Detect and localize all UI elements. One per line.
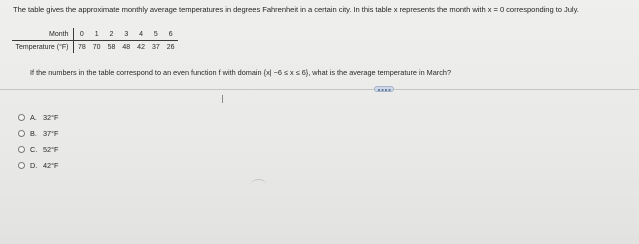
row-header-temperature: Temperature (°F)	[12, 41, 74, 54]
section-divider	[0, 89, 639, 90]
option-value: 52°F	[43, 144, 59, 154]
month-cell: 6	[163, 28, 178, 41]
option-a[interactable]	[18, 111, 59, 123]
month-cell: 2	[104, 28, 119, 41]
month-cell: 0	[74, 28, 89, 41]
prompt-text: If the numbers in the table correspond to an even function f with domain {x| −6 ≤ x ≤ 6}, what is the average temperature in March?	[30, 68, 451, 77]
radio-button-b[interactable]	[18, 130, 25, 137]
more-options-pill[interactable]	[374, 86, 394, 92]
month-cell: 4	[134, 28, 149, 41]
option-b[interactable]	[18, 127, 59, 139]
question-text: The table gives the approximate monthly average temperatures in degrees Fahrenheit in a certain city. In this table x represents the month with x = 0 corresponding to July.	[13, 5, 579, 14]
option-letter: D.	[30, 160, 38, 170]
option-letter: C.	[30, 144, 38, 154]
option-value: 32°F	[43, 112, 59, 122]
row-header-month: Month	[12, 28, 74, 41]
month-cell: 1	[89, 28, 104, 41]
radio-button-d[interactable]	[18, 162, 25, 169]
temperature-cell: 42	[137, 43, 145, 51]
option-value: 42°F	[43, 160, 59, 170]
radio-button-a[interactable]	[18, 114, 25, 121]
radio-button-c[interactable]	[18, 146, 25, 153]
option-value: 37°F	[43, 128, 59, 138]
option-letter: A.	[30, 112, 37, 122]
temperature-table	[12, 28, 178, 53]
text-cursor-icon	[222, 95, 223, 103]
table-row-month	[12, 28, 178, 41]
ellipsis-icon	[378, 89, 391, 91]
option-letter: B.	[30, 128, 37, 138]
temperature-cell: 78	[77, 43, 86, 51]
temperature-cell: 37	[151, 43, 160, 51]
temperature-cell: 58	[107, 43, 116, 51]
month-cell: 5	[148, 28, 163, 41]
option-d[interactable]	[18, 159, 59, 171]
table-row-temperature	[12, 41, 178, 54]
month-cell: 3	[119, 28, 134, 41]
option-c[interactable]	[18, 143, 59, 155]
temperature-cell: 48	[122, 43, 131, 51]
temperature-cell: 26	[166, 43, 175, 51]
background-mark	[251, 179, 266, 190]
temperature-cell: 70	[92, 43, 101, 51]
